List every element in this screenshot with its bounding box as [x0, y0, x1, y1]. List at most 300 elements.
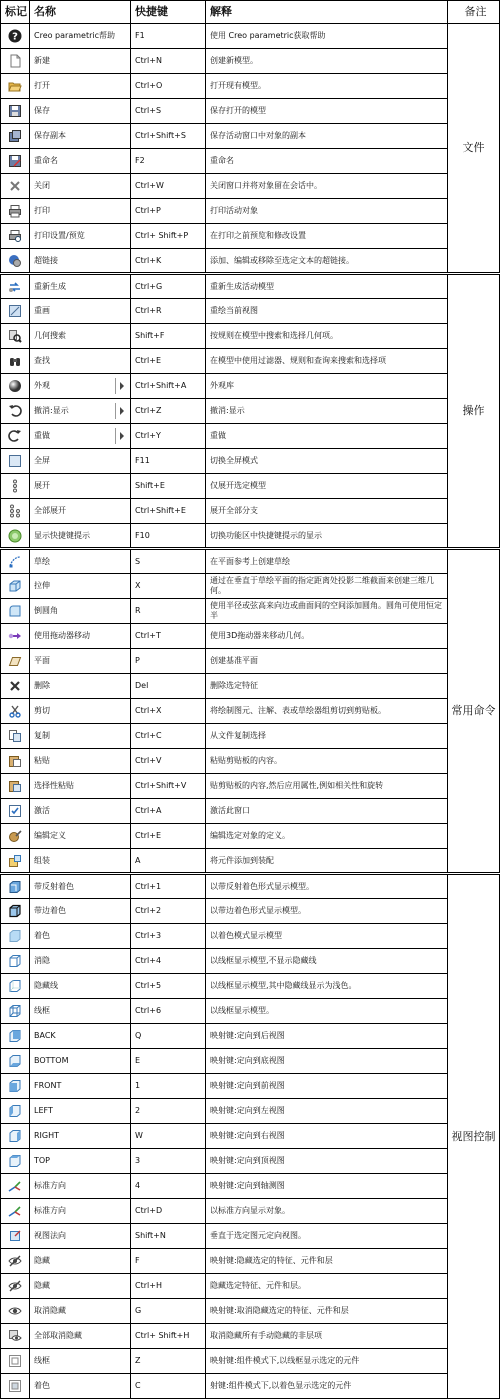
shortcut-cell: Ctrl+4 [131, 949, 206, 974]
header-name: 名称 [30, 1, 131, 24]
name-cell [30, 524, 131, 549]
shortcut-cell: A [131, 849, 206, 874]
description-cell: 保存活动窗口中对象的副本 [206, 124, 448, 149]
command-name: 线框 [34, 1006, 50, 1015]
description-cell: 映射键:定向到左视图 [206, 1099, 448, 1124]
mark-cell [1, 324, 30, 349]
hide-icon [8, 1254, 22, 1268]
table-row [1, 699, 500, 724]
description-cell: 仅展开选定模型 [206, 474, 448, 499]
name-cell [30, 724, 131, 749]
description-cell: 关闭窗口并将对象留在会话中。 [206, 174, 448, 199]
table-row [1, 449, 500, 474]
mark-cell [1, 449, 30, 474]
name-cell [30, 499, 131, 524]
no-hidden-icon [8, 954, 22, 968]
table-row [1, 749, 500, 774]
name-cell [30, 999, 131, 1024]
name-cell [30, 1199, 131, 1224]
plane-icon [8, 654, 22, 668]
shortcut-cell: Ctrl+W [131, 174, 206, 199]
name-cell [30, 1224, 131, 1249]
name-cell [30, 624, 131, 649]
mark-cell [1, 899, 30, 924]
description-cell: 展开全部分支 [206, 499, 448, 524]
description-cell: 重绘当前视图 [206, 299, 448, 324]
table-row [1, 1374, 500, 1399]
shortcut-cell: Ctrl+A [131, 799, 206, 824]
description-cell: 映射键:组件模式下,以线框显示选定的元件 [206, 1349, 448, 1374]
table-row [1, 524, 500, 549]
description-cell: 打印活动对象 [206, 199, 448, 224]
table-row [1, 149, 500, 174]
command-name: 激活 [34, 806, 50, 815]
name-cell [30, 774, 131, 799]
command-name: 关闭 [34, 181, 50, 190]
description-cell: 打开现有模型。 [206, 74, 448, 99]
command-name: 编辑定义 [34, 831, 66, 840]
mark-cell [1, 1049, 30, 1074]
table-row [1, 724, 500, 749]
name-cell [30, 199, 131, 224]
activate-icon [8, 804, 22, 818]
mark-cell [1, 824, 30, 849]
name-cell [30, 149, 131, 174]
group-note: 文件 [448, 24, 500, 274]
shortcut-cell: E [131, 1049, 206, 1074]
shortcut-cell: Z [131, 1349, 206, 1374]
assemble-icon [8, 854, 22, 868]
mark-cell [1, 624, 30, 649]
description-cell: 通过在垂直于草绘平面的指定距离处投影二维截面来创建三维几何。 [206, 574, 448, 599]
header-row [1, 1, 500, 24]
description-cell: 映射键:定向到底视图 [206, 1049, 448, 1074]
mark-cell [1, 299, 30, 324]
table-row [1, 224, 500, 249]
description-cell: 切换功能区中快捷键提示的显示 [206, 524, 448, 549]
description-cell: 编辑选定对象的定义。 [206, 824, 448, 849]
name-cell [30, 849, 131, 874]
unhide-icon [8, 1304, 22, 1318]
dragger-move-icon [8, 629, 22, 643]
shortcut-cell: F10 [131, 524, 206, 549]
open-folder-icon [8, 79, 22, 93]
submenu-arrow-icon [115, 378, 128, 394]
name-cell [30, 1249, 131, 1274]
mark-cell [1, 674, 30, 699]
group-note: 视图控制 [448, 874, 500, 1399]
table-row [1, 1199, 500, 1224]
shortcut-cell: F [131, 1249, 206, 1274]
shortcut-cell: Ctrl+Shift+E [131, 499, 206, 524]
mark-cell [1, 549, 30, 574]
command-name: 重做 [34, 431, 50, 440]
mark-cell [1, 574, 30, 599]
table-row [1, 1224, 500, 1249]
table-row [1, 549, 500, 574]
table-row [1, 1074, 500, 1099]
description-cell: 射键:组件模式下,以着色显示选定的元件 [206, 1374, 448, 1399]
table-row [1, 674, 500, 699]
mark-cell [1, 1274, 30, 1299]
table-row [1, 49, 500, 74]
mark-cell [1, 699, 30, 724]
description-cell: 创建新模型。 [206, 49, 448, 74]
mark-cell [1, 99, 30, 124]
regenerate-icon [8, 280, 22, 294]
description-cell: 映射键:隐藏选定的特征、元件和层 [206, 1249, 448, 1274]
command-name: LEFT [34, 1106, 53, 1115]
name-cell [30, 874, 131, 899]
name-cell [30, 1324, 131, 1349]
shortcut-cell: Shift+F [131, 324, 206, 349]
mark-cell [1, 24, 30, 49]
command-name: 几何搜索 [34, 331, 66, 340]
command-name: 隐藏线 [34, 981, 58, 990]
description-cell: 映射键:定向到轴测图 [206, 1174, 448, 1199]
mark-cell [1, 774, 30, 799]
view-left-icon [8, 1104, 22, 1118]
command-name: FRONT [34, 1081, 62, 1090]
keytip-icon [8, 529, 22, 543]
name-cell [30, 1099, 131, 1124]
name-cell [30, 924, 131, 949]
view-bottom-icon [8, 1054, 22, 1068]
name-cell [30, 1124, 131, 1149]
redraw-icon [8, 304, 22, 318]
shortcut-cell: Ctrl+Z [131, 399, 206, 424]
command-name: BOTTOM [34, 1056, 69, 1065]
description-cell: 以着色模式显示模型 [206, 924, 448, 949]
header-description: 解释 [206, 1, 448, 24]
help-icon [8, 29, 22, 43]
table-row [1, 774, 500, 799]
mark-cell [1, 1124, 30, 1149]
name-cell [30, 299, 131, 324]
name-cell [30, 224, 131, 249]
shortcut-cell: Ctrl+3 [131, 924, 206, 949]
command-name: 新建 [34, 56, 50, 65]
description-cell: 贴剪贴板的内容,然后应用属性,例如相关性和旋转 [206, 774, 448, 799]
mark-cell [1, 924, 30, 949]
shortcut-cell: Ctrl+X [131, 699, 206, 724]
mark-cell [1, 949, 30, 974]
view-top-icon [8, 1154, 22, 1168]
table-row [1, 624, 500, 649]
description-cell: 重命名 [206, 149, 448, 174]
redo-icon [8, 429, 22, 443]
table-row [1, 1299, 500, 1324]
table-row [1, 574, 500, 599]
shortcut-cell: W [131, 1124, 206, 1149]
name-cell [30, 349, 131, 374]
description-cell: 将元件添加到装配 [206, 849, 448, 874]
command-name: 拉伸 [34, 581, 50, 590]
name-cell [30, 749, 131, 774]
description-cell: 映射键:取消隐藏选定的特征、元件和层 [206, 1299, 448, 1324]
table-row [1, 249, 500, 274]
shortcut-cell: F1 [131, 24, 206, 49]
sphere-icon [8, 379, 22, 393]
mark-cell [1, 149, 30, 174]
shortcut-cell: Ctrl+C [131, 724, 206, 749]
mark-cell [1, 499, 30, 524]
mark-cell [1, 974, 30, 999]
hidden-line-icon [8, 979, 22, 993]
name-cell [30, 124, 131, 149]
shortcut-cell: C [131, 1374, 206, 1399]
command-name: 剪切 [34, 706, 50, 715]
table-row [1, 474, 500, 499]
shortcut-cell: P [131, 649, 206, 674]
command-name: BACK [34, 1031, 56, 1040]
shortcut-cell: X [131, 574, 206, 599]
mark-cell [1, 874, 30, 899]
command-name: 着色 [34, 1381, 50, 1390]
command-name: 全部取消隐藏 [34, 1331, 82, 1340]
save-copy-icon [8, 129, 22, 143]
comp-wireframe-icon [8, 1354, 22, 1368]
table-row [1, 399, 500, 424]
table-row [1, 424, 500, 449]
command-name: 标准方向 [34, 1206, 66, 1215]
name-cell [30, 549, 131, 574]
table-row [1, 849, 500, 874]
command-name: 重新生成 [34, 281, 66, 291]
name-cell [30, 449, 131, 474]
table-row [1, 1349, 500, 1374]
name-cell [30, 99, 131, 124]
command-name: 使用拖动器移动 [34, 631, 90, 640]
shortcut-cell: Ctrl+2 [131, 899, 206, 924]
table-row [1, 824, 500, 849]
hide-icon [8, 1279, 22, 1293]
binoculars-icon [8, 354, 22, 368]
shortcut-cell: Ctrl+V [131, 749, 206, 774]
shortcut-cell: 3 [131, 1149, 206, 1174]
table-row [1, 274, 500, 299]
description-cell: 外观库 [206, 374, 448, 399]
table-row [1, 1099, 500, 1124]
command-name: 重画 [34, 306, 50, 315]
copy-icon [8, 729, 22, 743]
shortcut-cell: Ctrl+E [131, 349, 206, 374]
name-cell [30, 799, 131, 824]
table-row [1, 899, 500, 924]
svg-text:?: ? [12, 31, 18, 43]
name-cell [30, 1074, 131, 1099]
name-cell [30, 1274, 131, 1299]
header-shortcut: 快捷键 [131, 1, 206, 24]
description-cell: 垂直于选定图元定向视图。 [206, 1224, 448, 1249]
fullscreen-icon [8, 454, 22, 468]
table-row [1, 299, 500, 324]
comp-shading-icon [8, 1379, 22, 1393]
command-name: 线框 [34, 1356, 50, 1365]
description-cell: 重做 [206, 424, 448, 449]
shortcut-cell: F2 [131, 149, 206, 174]
description-cell: 以线框显示模型。 [206, 999, 448, 1024]
command-name: 草绘 [34, 556, 50, 566]
shortcut-cell: Ctrl+1 [131, 874, 206, 899]
expand-icon [8, 479, 22, 493]
mark-cell [1, 1349, 30, 1374]
description-cell: 重新生成活动模型 [206, 274, 448, 299]
mark-cell [1, 249, 30, 274]
description-cell: 在打印之前预览和修改设置 [206, 224, 448, 249]
name-cell [30, 1349, 131, 1374]
paste-icon [8, 754, 22, 768]
table-row [1, 1024, 500, 1049]
mark-cell [1, 649, 30, 674]
name-cell [30, 1299, 131, 1324]
table-row [1, 1149, 500, 1174]
table-row [1, 24, 500, 49]
shortcut-cell: 2 [131, 1099, 206, 1124]
mark-cell [1, 524, 30, 549]
command-name: 外观 [34, 381, 50, 390]
command-name: 平面 [34, 656, 50, 665]
description-cell: 使用半径或弦高来向边或曲面间的空间添加圆角。圆角可使用恒定半 [206, 599, 448, 624]
command-name: 复制 [34, 731, 50, 740]
mark-cell [1, 374, 30, 399]
name-cell [30, 574, 131, 599]
description-cell: 隐藏选定特征、元件和层。 [206, 1274, 448, 1299]
standard-orientation-icon [8, 1204, 22, 1218]
description-cell: 创建基准平面 [206, 649, 448, 674]
description-cell: 以带反射着色形式显示模型。 [206, 874, 448, 899]
shortcut-cell: Ctrl+D [131, 1199, 206, 1224]
name-cell [30, 674, 131, 699]
mark-cell [1, 1224, 30, 1249]
shortcut-cell: S [131, 549, 206, 574]
command-name: 组装 [34, 855, 50, 865]
shortcut-cell: G [131, 1299, 206, 1324]
command-name: 隐藏 [34, 1256, 50, 1265]
command-name: 打开 [34, 81, 50, 90]
command-name: 取消隐藏 [34, 1306, 66, 1315]
mark-cell [1, 49, 30, 74]
table-row [1, 499, 500, 524]
edit-definition-icon [8, 829, 22, 843]
shortcut-cell: R [131, 599, 206, 624]
shortcut-cell: Ctrl+S [131, 99, 206, 124]
command-name: 展开 [34, 481, 50, 490]
table-row [1, 349, 500, 374]
name-cell [30, 974, 131, 999]
command-name: RIGHT [34, 1131, 60, 1140]
group-note: 常用命令 [448, 549, 500, 874]
shortcut-cell: Q [131, 1024, 206, 1049]
view-normal-icon [8, 1229, 22, 1243]
description-cell: 撤消:显示 [206, 399, 448, 424]
mark-cell [1, 1024, 30, 1049]
table-row [1, 1324, 500, 1349]
name-cell [30, 1149, 131, 1174]
view-right-icon [8, 1129, 22, 1143]
header-mark: 标记 [1, 1, 30, 24]
shortcut-cell: 4 [131, 1174, 206, 1199]
description-cell: 以带边着色形式显示模型。 [206, 899, 448, 924]
mark-cell [1, 399, 30, 424]
description-cell: 删除选定特征 [206, 674, 448, 699]
table-row [1, 74, 500, 99]
table-row [1, 1049, 500, 1074]
mark-cell [1, 1174, 30, 1199]
table-row [1, 599, 500, 624]
mark-cell [1, 1199, 30, 1224]
mark-cell [1, 599, 30, 624]
description-cell: 使用3D拖动器来移动几何。 [206, 624, 448, 649]
description-cell: 保存打开的模型 [206, 99, 448, 124]
submenu-arrow-icon [115, 428, 128, 444]
wireframe-icon [8, 1004, 22, 1018]
description-cell: 从文件复制选择 [206, 724, 448, 749]
description-cell: 映射键:定向到后视图 [206, 1024, 448, 1049]
command-name: 带边着色 [34, 906, 66, 915]
mark-cell [1, 1249, 30, 1274]
command-name: 倒圆角 [34, 606, 58, 615]
command-name: 标准方向 [34, 1181, 66, 1190]
mark-cell [1, 1299, 30, 1324]
command-name: 全部展开 [34, 506, 66, 515]
table-row [1, 99, 500, 124]
name-cell [30, 899, 131, 924]
table-row [1, 949, 500, 974]
rename-icon [8, 154, 22, 168]
mark-cell [1, 749, 30, 774]
shortcut-cell: Ctrl+Shift+V [131, 774, 206, 799]
submenu-arrow-icon [115, 403, 128, 419]
name-cell [30, 24, 131, 49]
mark-cell [1, 74, 30, 99]
shortcut-cell: Ctrl+5 [131, 974, 206, 999]
description-cell: 按规则在模型中搜索和选择几何项。 [206, 324, 448, 349]
name-cell [30, 399, 131, 424]
table-row [1, 324, 500, 349]
shortcut-cell: Ctrl+Shift+A [131, 374, 206, 399]
command-name: 全屏 [34, 456, 50, 465]
name-cell [30, 324, 131, 349]
mark-cell [1, 424, 30, 449]
table-row [1, 374, 500, 399]
shading-icon [8, 929, 22, 943]
shortcut-cell: Shift+N [131, 1224, 206, 1249]
name-cell [30, 1049, 131, 1074]
description-cell: 取消隐藏所有手动隐藏的非层项 [206, 1324, 448, 1349]
name-cell [30, 74, 131, 99]
shortcut-cell: Ctrl+G [131, 274, 206, 299]
shortcut-cell: Ctrl+Shift+S [131, 124, 206, 149]
name-cell [30, 649, 131, 674]
command-name: 重命名 [34, 156, 58, 165]
shortcut-cell: Ctrl+P [131, 199, 206, 224]
name-cell [30, 699, 131, 724]
name-cell [30, 274, 131, 299]
table-row [1, 1124, 500, 1149]
description-cell: 映射键:定向到前视图 [206, 1074, 448, 1099]
name-cell [30, 1374, 131, 1399]
mark-cell [1, 1374, 30, 1399]
command-name: Creo parametric帮助 [34, 31, 115, 40]
table-row [1, 649, 500, 674]
save-icon [8, 104, 22, 118]
mark-cell [1, 174, 30, 199]
table-row [1, 799, 500, 824]
command-name: 消隐 [34, 956, 50, 965]
shortcut-cell: Ctrl+R [131, 299, 206, 324]
shortcut-cell: Ctrl+N [131, 49, 206, 74]
